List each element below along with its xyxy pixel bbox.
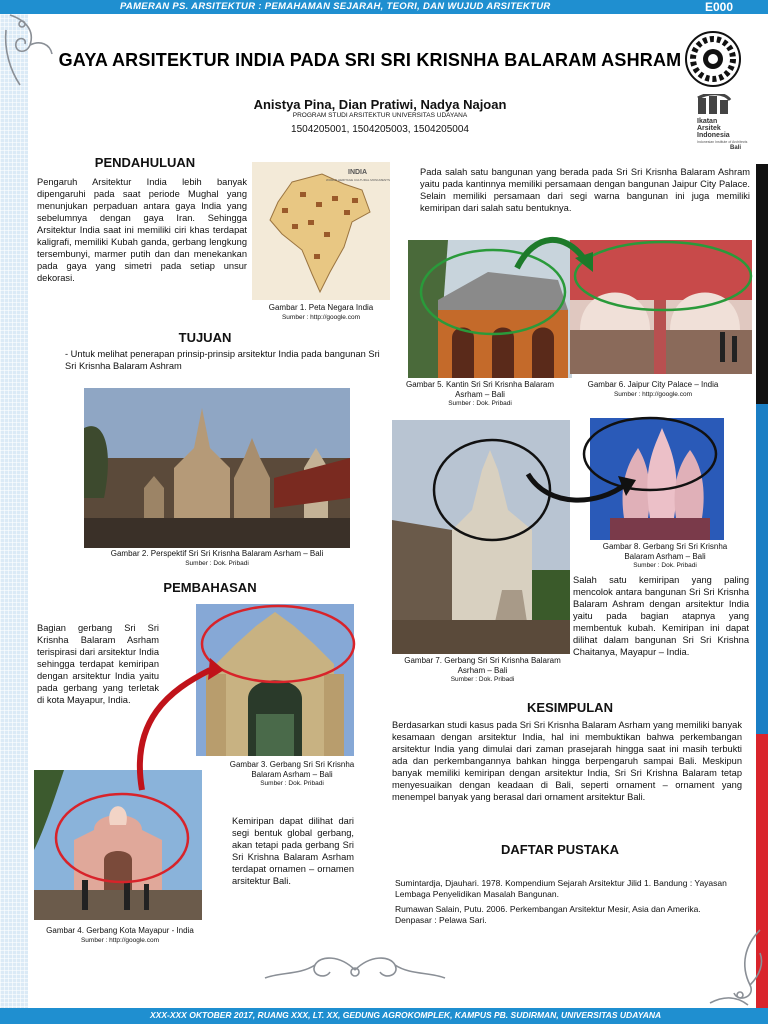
poster-title: GAYA ARSITEKTUR INDIA PADA SRI SRI KRISNHA BALARAM ASHRAM xyxy=(58,50,682,70)
program-name: PROGRAM STUDI ARSITEKTUR UNIVERSITAS UDAYANA xyxy=(292,112,468,119)
iai-subtitle: Indonesian Institute of Architects xyxy=(697,140,748,144)
figure-2-ashram-perspective xyxy=(84,388,350,548)
caption-figure-2: Gambar 2. Perspektif Sri Sri Krisnha Balaram Asrham – Bali Sumber : Dok. Pribadi xyxy=(110,549,324,567)
reference-1: Sumintardja, Djauhari. 1978. Kompendium Sejarah Arsitektur Jilid 1. Bandung : Yayasan Lembaga Penyelidikan Masalah Bangunan. xyxy=(395,878,727,899)
corner-ornament-bottom-right xyxy=(690,925,768,1010)
poster-code: E000 xyxy=(705,0,734,14)
iai-name: Ikatan Arsitek Indonesia xyxy=(697,118,730,139)
right-color-stripe xyxy=(756,14,768,1008)
comparison-annotations-domes xyxy=(428,410,728,550)
caption-figure-5: Gambar 5. Kantin Sri Sri Krisnha Balaram Asrham – Bali Sumber : Dok. Pribadi xyxy=(405,380,555,407)
tujuan-text: - Untuk melihat penerapan prinsip-prinsip arsitektur India pada bangunan Sri Sri Krisnha Balaram Ashram xyxy=(65,349,380,371)
footer-banner xyxy=(0,1008,768,1024)
map-title: INDIA xyxy=(348,169,368,176)
caption-figure-1: Gambar 1. Peta Negara India Sumber : http://google.com xyxy=(268,303,374,321)
right-dome-text: Salah satu kemiripan yang paling mencolok antara bangunan Sri Sri Krisnha Balaram Ashram dengan arsitektur India yaitu pada bagian atapnya yang membentuk kubah. Kemiripan ini dapat dilihat dalam bangunan Sri Sri Krishna Chaitanya, Mayapur – India. xyxy=(573,575,749,657)
iai-region: Bali xyxy=(730,145,742,151)
left-decorative-stripe xyxy=(0,14,28,1008)
heading-pendahuluan: PENDAHULUAN xyxy=(94,155,196,170)
banner-text: PAMERAN PS. ARSITEKTUR : PEMAHAMAN SEJARAH, TEORI, DAN WUJUD ARSITEKTUR xyxy=(120,1,551,12)
comparison-annotations-top-right xyxy=(405,232,757,342)
heading-daftar-pustaka: DAFTAR PUSTAKA xyxy=(501,842,619,857)
heading-kesimpulan: KESIMPULAN xyxy=(527,700,613,715)
comparison-annotations-left xyxy=(30,600,370,940)
figure-1-india-map xyxy=(252,162,390,300)
footer-text: XXX-XXX OKTOBER 2017, RUANG XXX, LT. XX, GEDUNG AGROKOMPLEK, KAMPUS PB. SUDIRMAN, UNIVERSITAS UDAYANA xyxy=(150,1010,662,1020)
caption-figure-7: Gambar 7. Gerbang Sri Sri Krisnha Balaram Asrham – Bali Sumber : Dok. Pribadi xyxy=(404,656,561,683)
pembahasan-text-2: Kemiripan dapat dilihat dari segi bentuk global gerbang, akan tetapi pada gerbang Sri Sri Krishna Balaram Asrham terdapat ornamen – ornamen arsitektur Bali. xyxy=(232,816,354,886)
right-intro-text: Pada salah satu bangunan yang berada pada Sri Sri Krisnha Balaram Ashram yaitu pada kantinnya memiliki persamaan dengan bangunan Jaipur City Palace. Selain memiliki persamaan dari segi warna bangunan ini juga memiliki kemiripan dari salah satu bentuknya. xyxy=(420,167,750,213)
pendahuluan-text: Pengaruh Arsitektur India lebih banyak dipengaruhi pada saat periode Mughal yang menunjukan perpaduan antara gaya India yang sebelumnya dengan gaya Iran. Sehingga Arsitektur India saat ini memiliki ciri khas terdapat kaligrafi, memiliki Kubah ganda, gerbang lengkung tersembunyi, marmer putih dan dan menekankan pada gaya yang simetri pada setiap unsur dekorasi. xyxy=(37,177,247,283)
bottom-center-ornament xyxy=(260,950,450,986)
heading-pembahasan: PEMBAHASAN xyxy=(163,580,257,595)
map-subtitle: WORLD HERITAGE CULTURAL MONUMENTS xyxy=(326,178,390,182)
student-ids: 1504205001, 1504205003, 1504205004 xyxy=(291,124,469,135)
top-banner xyxy=(0,0,768,14)
caption-figure-3: Gambar 3. Gerbang Sri Sri Krisnha Balaram Asrham – Bali Sumber : Dok. Pribadi xyxy=(229,760,355,787)
pembahasan-text-1: Bagian gerbang Sri Sri Krisnha Balaram Asrham terispirasi dari arsitektur India sehingga terdapat kemiripan dengan arsitektur India yaitu pada gerbang yang terletak di kota Mayapur, India. xyxy=(37,623,159,705)
reference-2: Rumawan Salain, Putu. 2006. Perkembangan Arsitektur Mesir, Asia dan Amerika. Denpasar : Pelawa Sari. xyxy=(395,904,701,925)
caption-figure-8: Gambar 8. Gerbang Sri Sri Krisnha Balaram Asrham – Bali Sumber : Dok. Pribadi xyxy=(602,542,728,569)
caption-figure-4: Gambar 4. Gerbang Kota Mayapur - India Sumber : http://google.com xyxy=(46,926,194,944)
udayana-logo xyxy=(684,30,742,88)
caption-figure-6: Gambar 6. Jaipur City Palace – India Sumber : http://google.com xyxy=(587,380,719,398)
authors: Anistya Pina, Dian Pratiwi, Nadya Najoan xyxy=(253,97,507,112)
heading-tujuan: TUJUAN xyxy=(178,330,232,345)
kesimpulan-text: Berdasarkan studi kasus pada Sri Sri Krisnha Balaram Asrham yang memiliki banyak kesamaan dengan arsitektur India, hal ini membuktikan bahwa perkembangan arsitektur India yang dimulai dari zaman prasejarah hingga saat ini masih terbukti ada dan perkembangannya bahkan hingga berpengaruh sampai Bali. Meskipun banyak memiliki kemiripan dengan arsitektur India, Sri Sri Krishna Balaram tetap menyesuaikan dengan keadaan di Bali, seperti ornament – ornament yang menempel banyak yang berasal dari ornament arsitektur Bali. xyxy=(392,720,742,802)
